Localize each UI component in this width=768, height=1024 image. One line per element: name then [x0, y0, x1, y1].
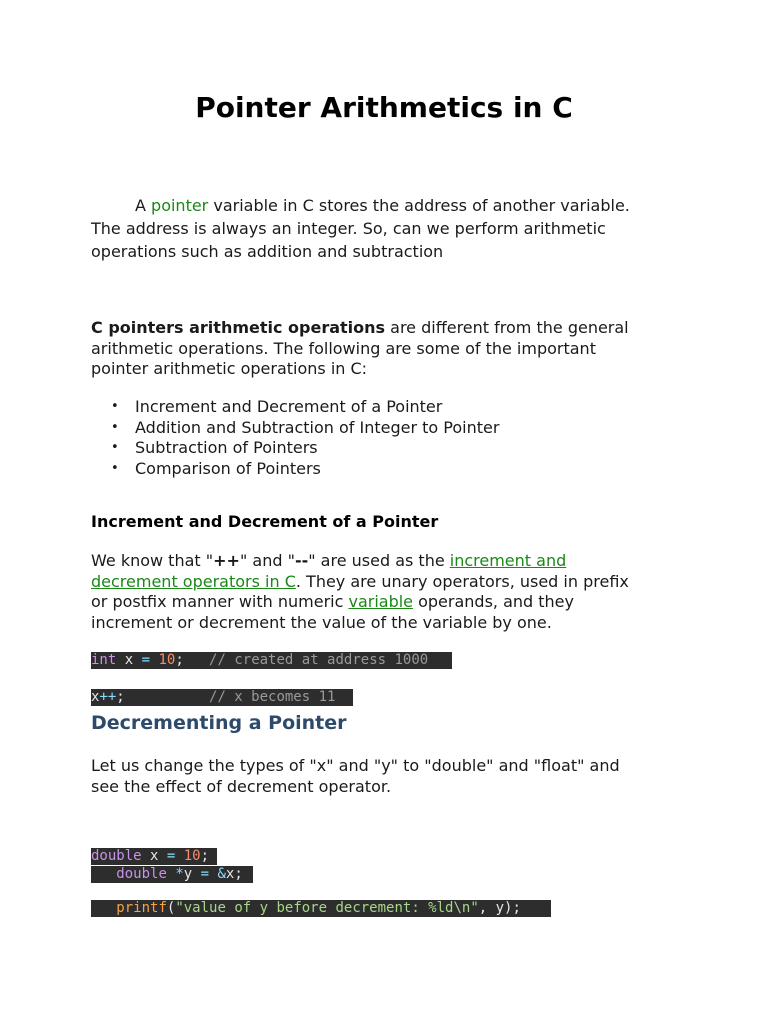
intro-paragraph: A pointer variable in C stores the address of another variable. The address is always an integer. So, can we perform arithmetic operations such as addition and subtraction	[91, 196, 630, 261]
code-line-double-x: double x = 10;	[91, 848, 217, 865]
variable-link[interactable]: variable	[348, 592, 414, 611]
decrement-heading: Decrementing a Pointer	[91, 712, 347, 734]
increment-paragraph: We know that "++" and "--" are used as the increment and decrement operators in C. They are unary operators, used in prefix or postfix manner with numeric variable operands, and they increment or decrement the value of the variable by one.	[91, 551, 629, 632]
bullet-icon: •	[111, 399, 119, 414]
list-item: • Increment and Decrement of a Pointer	[111, 397, 443, 416]
list-item: • Subtraction of Pointers	[111, 438, 318, 457]
increment-operators-link-cont[interactable]: decrement operators in C	[91, 571, 296, 591]
code-line-printf: printf("value of y before decrement: %ld\n", y);	[91, 900, 551, 917]
operations-paragraph: C pointers arithmetic operations are different from the general arithmetic operations. The following are some of the important pointer arithmetic operations in C:	[91, 318, 629, 378]
decrement-paragraph: Let us change the types of "x" and "y" to "double" and "float" and see the effect of decrement operator.	[91, 756, 620, 796]
code-line-x-increment: x++; // x becomes 11	[91, 689, 353, 706]
bullet-icon: •	[111, 419, 119, 435]
section-heading: Increment and Decrement of a Pointer	[91, 512, 439, 531]
increment-operators-link[interactable]: increment and	[449, 551, 567, 570]
operations-list	[91, 397, 499, 479]
pointer-link[interactable]: pointer	[151, 196, 209, 215]
page-title: Pointer Arithmetics in C	[195, 91, 573, 124]
code-line-double-y: double *y = &x;	[91, 866, 253, 883]
code-line-int-x: int x = 10; // created at address 1000	[91, 652, 452, 669]
list-item: • Addition and Subtraction of Integer to Pointer	[111, 417, 500, 437]
list-item: • Comparison of Pointers	[111, 458, 321, 478]
operations-bold-term: C pointers arithmetic operations	[91, 318, 386, 337]
bullet-icon: •	[111, 460, 119, 476]
bullet-icon: •	[111, 440, 119, 455]
